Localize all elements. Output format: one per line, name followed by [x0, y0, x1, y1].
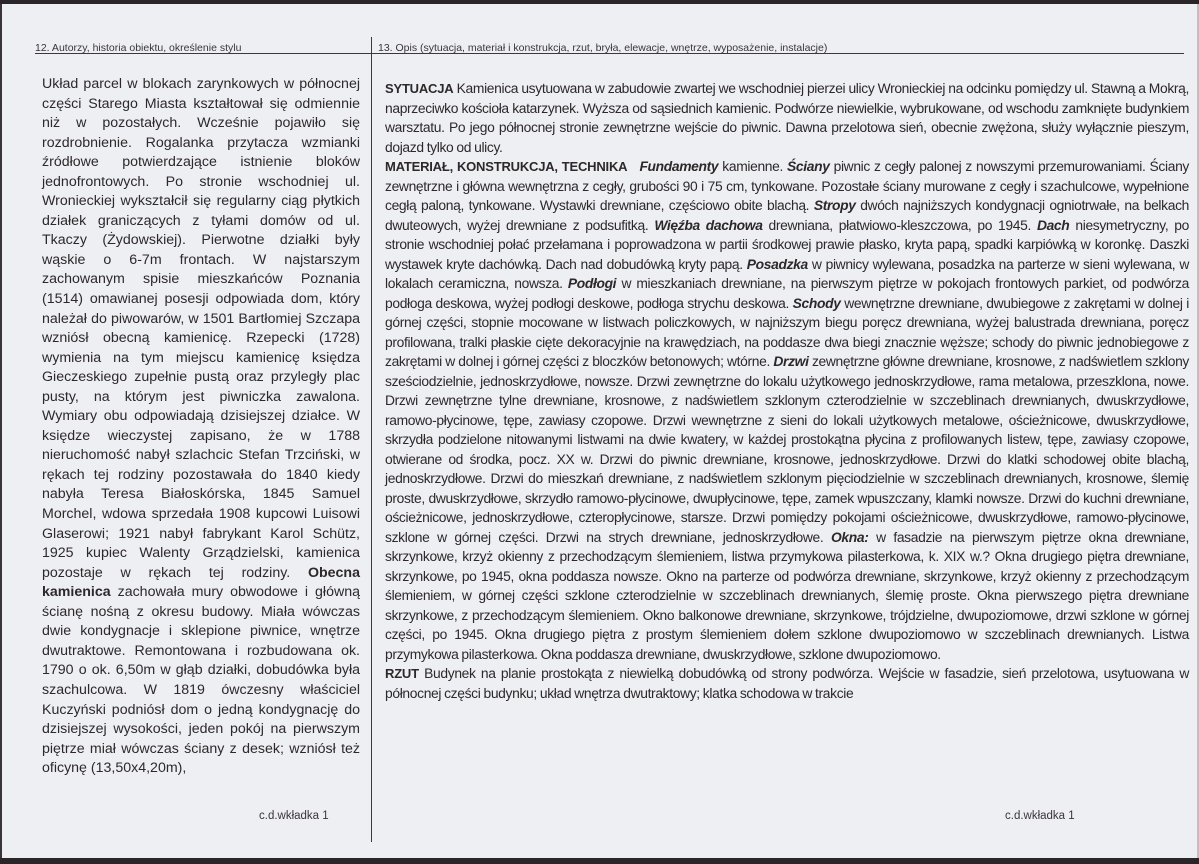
rzut-text: Budynek na planie prostokąta z niewielką dobudówką od strony podwórza. Wejście w fasadzie, sień przelotowa, usytuowana w północnej części budynku; układ wnętrza dwutraktowy; klatka schodowa w trakcie — [385, 665, 1189, 701]
keyword-sciany: Ściany — [787, 158, 830, 174]
history-column — [42, 75, 360, 779]
schody-text: wewnętrzne drewniane, dwubiegowe z zakrętami w dolnej i górnej części, stopnie mocowane w listwach policzkowych, w najniższym biegu poręcz drewniana, wyżej balustrada drewniana, poręcz profilowana, tralki płaskie cięte dekoracyjnie na krawędziach, na poddasze dwa biegi znacznie węższe; schody do piwnic jednobiegowe z zakrętami w dolnej i górnej części z bloczków betonowych; wtórne. — [385, 294, 1189, 369]
document-page — [0, 4, 1199, 858]
keyword-obecna-kamienica: Obecna kamienica — [42, 564, 360, 601]
description-column — [385, 79, 1189, 703]
section-13-heading: 13. Opis (sytuacja, materiał i konstrukcja, rzut, bryła, elewacje, wnętrze, wyposażenie, instalacje) — [378, 42, 828, 54]
keyword-stropy: Stropy — [813, 197, 856, 213]
keyword-schody: Schody — [792, 294, 841, 311]
keyword-dach: Dach — [1036, 216, 1070, 233]
section-12-heading: 12. Autorzy, historia obiektu, określenie stylu — [35, 42, 242, 54]
column-divider — [371, 37, 372, 842]
history-text-2: zachowała mury obwodowe i główną ścianę nośną z okresu budowy. Miała wówczas dwie kondygnacje i sklepione piwnice, wnętrze dwutraktowe. Remontowana i rozbudowana ok. 1790 o ok. 6,50m w głąb działki, dobudówka była szachulcowa. W 1819 ówczesny właściciel Kuczyński podniósł dom o jedną kondygnację do dzisiejszej wysokości, jeden pokój na pierwszym piętrze miał wówczas ściany z desek; wzniósł też oficynę (13,50x4,20m), — [42, 584, 360, 777]
keyword-posadzka: Posadzka — [746, 255, 808, 272]
history-text: Układ parcel w blokach zarynkowych w północnej części Starego Miasta kształtował się odmiennie niż w pozostałych. Wcześnie pojawiło się rozdrobnienie. Rogalanka przytacza wzmianki źródłowe potwierdzające istnienie bloków jednofrontowych. Po stronie wschodniej ul. Wronieckiej wykształcił się regularny ciąg płytkich działek graniczących z tyłami domów od ul. Tkaczy (Żydowskiej). Pierwotne działki były wąskie o 6-7m frontach. W najstarszym zachowanym spisie mieszkańców Poznania (1514) omawianej posesji odpowiada dom, który należał do piwowarów, w 1501 Bartłomiej Szczapa wzniósł obecną kamienicę. Rzepecki (1728) wymienia na tym miejscu kamienicę księdza Gieczeskiego zupełnie pustą oraz przyległy plac pusty, na którym jest piwniczka zawalona. Wymiary obu odpowiadają dzisiejszej działce. W księdze wieczystej zapisano, że w 1788 nieruchomość nabył szlachcic Stefan Trzciński, w rękach tej rodziny pozostawała do 1840 kiedy nabyła Teresa Białoskórska, 1845 Samuel Morchel, wdowa sprzedała 1908 kupcowi Luisowi Glaserowi; 1921 nabył fabrykant Karol Schütz, 1925 kupiec Walenty Grządzielski, kamienica pozostaje w rękach tej rodziny. — [42, 76, 360, 581]
podlogi-text: w mieszkaniach drewniane, na pierwszym piętrze w pokojach frontowych parkiet, od podwórza podłoga deskowa, wyżej podłogi deskowe, podłoga strychu deskowa. — [385, 275, 1190, 311]
section-label-material: MATERIAŁ, KONSTRUKCJA, TECHNIKA — [385, 159, 628, 174]
section-label-rzut: RZUT — [385, 666, 419, 681]
keyword-fundamenty: Fundamenty — [639, 158, 719, 174]
header-rule-right — [372, 53, 1184, 54]
fundamenty-text: kamienne. — [718, 158, 788, 174]
keyword-okna: Okna: — [831, 528, 869, 545]
dach-text: niesymetryczny, po stronie wschodniej połać przełamana i poprowadzona w partii środkowej prawie płasko, kryta papą, spadki karpiówką w koronkę. Daszki wystawek kryte dachówką. Dach nad dobudówką kryty papą. — [385, 216, 1189, 272]
material-paragraph — [385, 157, 1189, 664]
continuation-note-right: c.d.wkładka 1 — [1005, 810, 1075, 822]
sytuacja-paragraph — [385, 79, 1189, 157]
posadzka-text: w piwnicy wylewana, posadzka na parterze w sieni wylewana, w lokalach ceramiczna, nowsza. — [385, 255, 1189, 291]
keyword-drzwi: Drzwi — [773, 353, 809, 369]
keyword-wiezba: Więźba dachowa — [654, 216, 763, 233]
history-paragraph — [42, 75, 360, 779]
continuation-note-left: c.d.wkładka 1 — [259, 810, 329, 822]
header-rule-left — [35, 53, 371, 54]
stropy-text: dwóch najniższych kondygnacji ogniotrwałe, na belkach dwuteowych, wyżej drewniane z podsufitką. — [385, 197, 1189, 233]
wiezba-text: drewniana, płatwiowo-kleszczowa, po 1945. — [762, 216, 1037, 233]
sciany-text: piwnic z cegły palonej z nowszymi przemurowaniami. Ściany zewnętrzne i główna wewnętrzna z cegły, grubości 90 i 75 cm, tynkowane. Pozostałe ściany murowane z cegły i szachulcowe, wypełnione cegłą paloną, tynkowane. Wystawki drewniane, częściowo obite blachą. — [385, 158, 1189, 213]
keyword-podlogi: Podłogi — [567, 275, 617, 291]
section-label-sytuacja: SYTUACJA — [385, 81, 454, 96]
drzwi-text: zewnętrzne główne drewniane, krosnowe, z nadświetlem szklony sześciodzielnie, jednoskrzydłowe, nowsze. Drzwi zewnętrzne do lokalu użytkowego jednoskrzydłowe, rama metalowa, przeszklona, nowe. Drzwi zewnętrzne tylne drewniane, krosnowe, z nadświetlem szklonym czterodzielnie w szczeblinach drewnianych, dwuskrzydłowe, ramowo-płycinowe, tępe, zawiasy czopowe. Drzwi wewnętrzne z sieni do lokali użytkowych metalowe, ościeżnicowe, dwuskrzydłowe, skrzydła podzielone nitowanymi listwami na dwie kwatery, w każdej prostokątna płycina z profilowanych listew, tępe, zawiasy czopowe, otwierane od środka, pocz. XX w. Drzwi do piwnic drewniane, krosnowe, jednoskrzydłowe. Drzwi do klatki schodowej obite blachą, jednoskrzydłowe. Drzwi do mieszkań drewniane, z nadświetlem szklonym pięciodzielnie w szczeblinach drewnianych, krosnowe, ślemię proste, dwuskrzydłowe, skrzydło ramowo-płycinowe, dwupłycinowe, tępe, zamek wpuszczany, klamki nowsze. Drzwi do kuchni drewniane, ościeżnicowe, jednoskrzydłowe, czteropłycinowe, starsze. Drzwi pomiędzy pokojami ościeżnicowe, dwuskrzydłowe, ramowo-płycinowe, szklone w górnej części. Drzwi na strych drewniane, jednoskrzydłowe. — [385, 353, 1189, 545]
rzut-paragraph — [385, 664, 1189, 703]
okna-text: w fasadzie na pierwszym piętrze okna drewniane, skrzynkowe, krzyż okienny z przechodzącym ślemieniem, listwa przymykowa pilasterkowa, k. XIX w.? Okna drugiego piętra drewniane, skrzynkowe, po 1945, okna poddasza nowsze. Okno na parterze od podwórza drewniane, skrzynkowe, krzyż okienny z przechodzącym ślemieniem, w górnej części szklone czterodzielnie w szczeblinach drewnianych, ślemię proste. Okna pierwszego piętra drewniane skrzynkowe, z przechodzącym ślemieniem. Okno balkonowe drewniane, skrzynkowe, trójdzielne, dwupoziomowe, drzwi szklone w górnej części, po 1945. Okna drugiego piętra z prostym ślemieniem dołem szklone dwupoziomowo w szczeblinach drewnianych. Listwa przymykowa pilasterkowa. Okna poddasza drewniane, dwuskrzydłowe, szklone dwupoziomowo. — [385, 528, 1189, 662]
sytuacja-text: Kamienica usytuowana w zabudowie zwartej we wschodniej pierzei ulicy Wronieckiej na odcinku pomiędzy ul. Stawną a Mokrą, naprzeciwko kościoła katarzynek. Wyższa od sąsiednich kamienic. Podwórze niewielkie, wybrukowane, od wschodu zamknięte budynkiem warsztatu. Po jego północnej stronie zewnętrzne wejście do piwnic. Dawna przelotowa sień, obecnie zwężona, służy wyłącznie pieszym, dojazd tylko od ulicy. — [385, 80, 1189, 155]
